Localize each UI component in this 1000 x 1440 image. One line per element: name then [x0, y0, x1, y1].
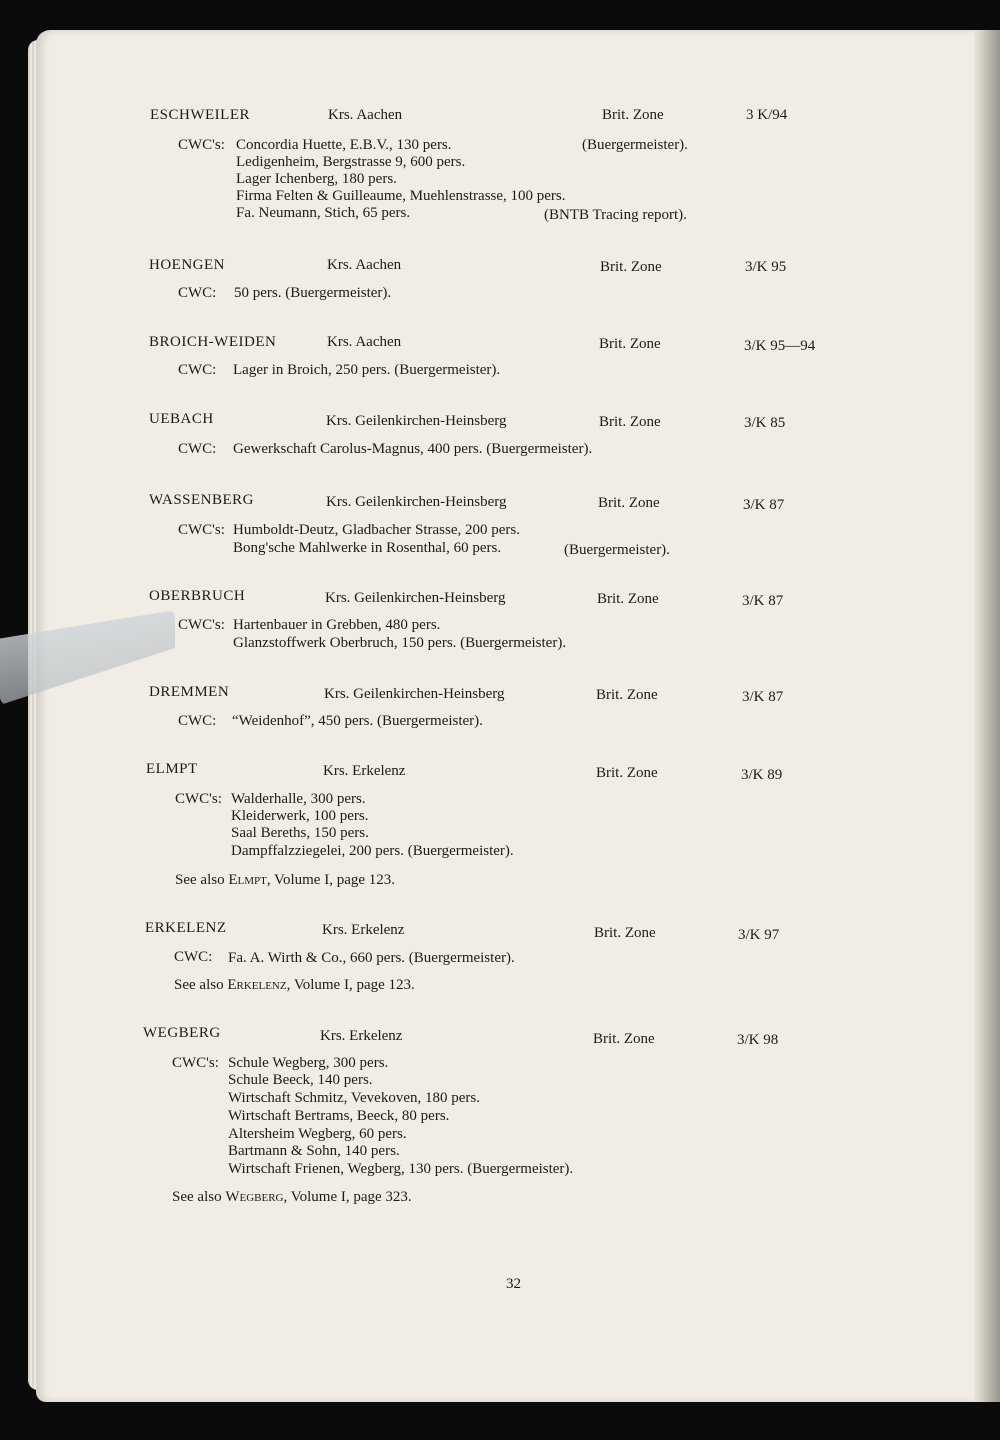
cwc-label: CWC:: [178, 713, 217, 729]
map-reference: 3/K 95: [745, 259, 787, 275]
see-also-note: See also Wegberg, Volume I, page 323.: [172, 1189, 412, 1205]
source-note: (BNTB Tracing report).: [544, 207, 687, 223]
map-reference: 3 K/94: [746, 107, 788, 123]
cwc-label: CWC:: [174, 949, 213, 965]
district: Krs. Aachen: [327, 334, 402, 350]
district: Krs. Aachen: [328, 107, 403, 123]
entry-eschweiler: [0, 106, 1000, 223]
cwc-line: Altersheim Wegberg, 60 pers.: [228, 1126, 407, 1142]
cwc-line: Bong'sche Mahlwerke in Rosenthal, 60 pers.: [233, 540, 502, 556]
place-name: ERKELENZ: [145, 920, 227, 936]
zone: Brit. Zone: [594, 925, 656, 941]
zone: Brit. Zone: [597, 591, 659, 607]
map-reference: 3/K 89: [741, 767, 783, 783]
map-reference: 3/K 97: [738, 927, 780, 943]
cwc-line: Ledigenheim, Bergstrasse 9, 600 pers.: [236, 154, 466, 170]
cwc-line: Wirtschaft Bertrams, Beeck, 80 pers.: [228, 1108, 450, 1124]
place-name: OBERBRUCH: [149, 588, 246, 604]
entry-wegberg: [0, 1024, 1000, 1214]
district: Krs. Geilenkirchen-Heinsberg: [325, 590, 506, 606]
zone: Brit. Zone: [599, 336, 661, 352]
place-name: WASSENBERG: [149, 492, 255, 508]
zone: Brit. Zone: [596, 765, 658, 781]
cwc-line: Saal Bereths, 150 pers.: [231, 825, 369, 841]
zone: Brit. Zone: [602, 107, 664, 123]
cwc-line: Humboldt-Deutz, Gladbacher Strasse, 200 pers.: [233, 522, 521, 538]
place-name: DREMMEN: [149, 684, 230, 700]
cwc-line: Hartenbauer in Grebben, 480 pers.: [233, 617, 441, 633]
map-reference: 3/K 85: [744, 415, 786, 431]
cwc-line: Dampffalzziegelei, 200 pers. (Buergermeister).: [231, 843, 514, 859]
place-name: BROICH-WEIDEN: [149, 334, 277, 350]
place-name: WEGBERG: [143, 1025, 221, 1041]
cwc-line: Walderhalle, 300 pers.: [231, 791, 366, 807]
cwc-line: Gewerkschaft Carolus-Magnus, 400 pers. (Buergermeister).: [233, 441, 593, 457]
see-also-note: See also Erkelenz, Volume I, page 123.: [174, 977, 415, 993]
source-note: (Buergermeister).: [564, 542, 670, 558]
cwc-line: Firma Felten & Guilleaume, Muehlenstrasse, 100 pers.: [236, 188, 566, 204]
cwc-line: 50 pers. (Buergermeister).: [234, 285, 392, 301]
cwc-line: “Weidenhof”, 450 pers. (Buergermeister).: [232, 713, 483, 729]
cwc-label: CWC:: [178, 285, 217, 301]
cwc-line: Concordia Huette, E.B.V., 130 pers.: [236, 137, 452, 153]
cwc-label: CWC's:: [178, 137, 225, 153]
district: Krs. Erkelenz: [323, 763, 406, 779]
cwc-label: CWC's:: [172, 1055, 219, 1071]
district: Krs. Erkelenz: [320, 1028, 403, 1044]
entry-oberbruch: [0, 587, 1000, 697]
cwc-label: CWC's:: [175, 791, 222, 807]
place-name: ELMPT: [146, 761, 198, 777]
place-name: HOENGEN: [149, 257, 225, 273]
place-name: ESCHWEILER: [150, 107, 250, 123]
map-reference: 3/K 87: [742, 593, 784, 609]
place-name: UEBACH: [149, 411, 214, 427]
district: Krs. Geilenkirchen-Heinsberg: [324, 686, 505, 702]
entry-wassenberg: [0, 491, 1000, 601]
see-also-note: See also Elmpt, Volume I, page 123.: [175, 872, 396, 888]
entry-elmpt: [0, 760, 1000, 888]
map-reference: 3/K 87: [743, 497, 785, 513]
district: Krs. Erkelenz: [322, 922, 405, 938]
source-note: (Buergermeister).: [582, 137, 688, 153]
district: Krs. Geilenkirchen-Heinsberg: [326, 494, 507, 510]
cwc-line: Wirtschaft Schmitz, Vevekoven, 180 pers.: [228, 1090, 480, 1106]
cwc-line: Lager Ichenberg, 180 pers.: [236, 171, 397, 187]
map-reference: 3/K 98: [737, 1032, 779, 1048]
page-number: 32: [506, 1276, 521, 1292]
cwc-line: Kleiderwerk, 100 pers.: [231, 808, 369, 824]
cwc-line: Schule Beeck, 140 pers.: [228, 1072, 373, 1088]
zone: Brit. Zone: [593, 1031, 655, 1047]
district: Krs. Geilenkirchen-Heinsberg: [326, 413, 507, 429]
cwc-line: Wirtschaft Frienen, Wegberg, 130 pers. (Buergermeister).: [228, 1161, 574, 1177]
map-reference: 3/K 95—94: [744, 338, 816, 354]
entry-erkelenz: [0, 919, 1000, 1029]
cwc-line: Lager in Broich, 250 pers. (Buergermeister).: [233, 362, 501, 378]
cwc-line: Schule Wegberg, 300 pers.: [228, 1055, 389, 1071]
zone: Brit. Zone: [599, 414, 661, 430]
district: Krs. Aachen: [327, 257, 402, 273]
cwc-line: Fa. Neumann, Stich, 65 pers.: [236, 205, 411, 221]
cwc-label: CWC:: [178, 441, 217, 457]
cwc-line: Fa. A. Wirth & Co., 660 pers. (Buergermeister).: [228, 950, 515, 966]
zone: Brit. Zone: [598, 495, 660, 511]
zone: Brit. Zone: [596, 687, 658, 703]
map-reference: 3/K 87: [742, 689, 784, 705]
zone: Brit. Zone: [600, 259, 662, 275]
cwc-line: Bartmann & Sohn, 140 pers.: [228, 1143, 400, 1159]
cwc-label: CWC:: [178, 362, 217, 378]
cwc-line: Glanzstoffwerk Oberbruch, 150 pers. (Buergermeister).: [233, 635, 567, 651]
cwc-label: CWC's:: [178, 617, 225, 633]
cwc-label: CWC's:: [178, 522, 225, 538]
